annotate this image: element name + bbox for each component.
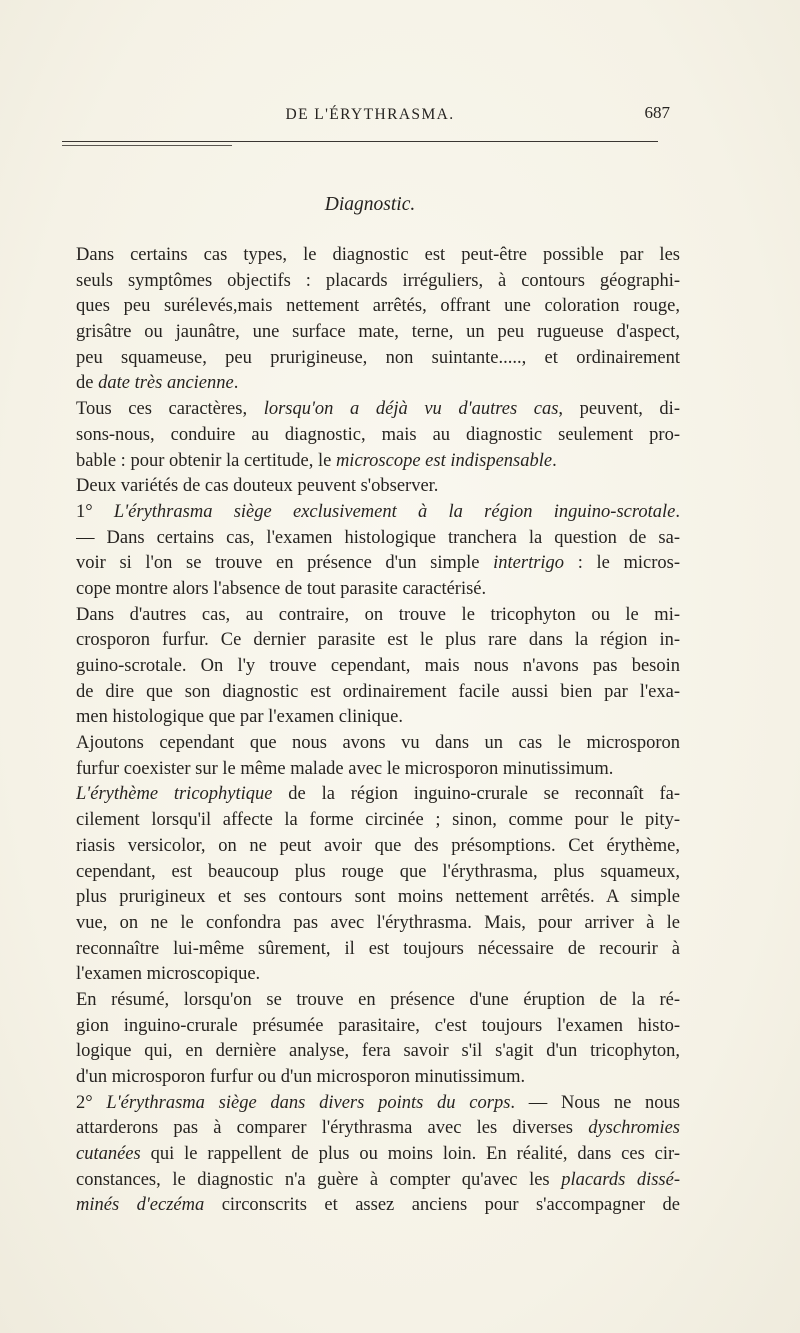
text-segment: 2°: [76, 1092, 107, 1113]
text-segment: : le micros-: [564, 553, 680, 574]
text-segment: .: [675, 501, 680, 522]
text-line: [76, 860, 680, 886]
italic-text: microscope est indispensable: [335, 450, 553, 471]
text-line: [76, 474, 680, 500]
text-segment: Tous ces caractères,: [76, 399, 264, 420]
page-number: 687: [644, 103, 670, 122]
text-segment: Dans d'autres cas, au contraire, on trouve le tricophyton ou le mi-: [76, 604, 680, 625]
italic-text: dyschromies: [588, 1118, 680, 1139]
text-segment: reconnaître lui-même sûrement, il est toujours nécessaire de recourir à: [76, 938, 680, 959]
text-line: [76, 911, 680, 937]
text-segment: de: [76, 373, 99, 394]
text-line: [76, 423, 680, 449]
text-segment: vue, on ne le confondra pas avec l'érythrasma. Mais, pour arriver à le: [76, 912, 680, 933]
text-line: [76, 320, 680, 346]
text-segment: grisâtre ou jaunâtre, une surface mate, terne, un peu rugueuse d'aspect,: [76, 322, 680, 343]
text-segment: gion inguino-crurale présumée parasitaire, c'est toujours l'examen histo-: [76, 1015, 680, 1036]
text-line: [76, 680, 680, 706]
text-segment: constances, le diagnostic n'a guère à compter qu'avec les: [76, 1169, 562, 1190]
italic-text: minés d'eczéma: [76, 1195, 205, 1216]
text-line: [76, 937, 680, 963]
text-line: [76, 449, 680, 475]
text-line: [76, 1142, 680, 1168]
text-segment: cependant, est beaucoup plus rouge que l'érythrasma, plus squameux,: [76, 861, 680, 882]
text-segment: peu squameuse, peu prurigineuse, non suintante....., et ordinairement: [76, 347, 680, 368]
text-line: [76, 500, 680, 526]
text-segment: crosporon furfur. Ce dernier parasite est le plus rare dans la région in-: [76, 630, 680, 651]
text-segment: cope montre alors l'absence de tout parasite caractérisé.: [76, 578, 487, 599]
text-line: [76, 1193, 680, 1219]
italic-text: L'érythrasma siège dans divers points du corps: [106, 1092, 511, 1113]
text-line: [76, 885, 680, 911]
text-segment: Ajoutons cependant que nous avons vu dans un cas le microsporon: [76, 733, 680, 754]
text-line: [76, 1039, 680, 1065]
text-segment: furfur coexister sur le même malade avec le microsporon minutissimum.: [76, 758, 614, 779]
text-segment: , peuvent, di-: [558, 399, 680, 420]
text-segment: cilement lorsqu'il affecte la forme circinée ; sinon, comme pour le pity-: [76, 810, 680, 831]
text-line: [76, 243, 680, 269]
italic-text: L'érythème tricophytique: [76, 784, 273, 805]
text-line: [76, 577, 680, 603]
body-text: [76, 243, 680, 1219]
text-line: [76, 371, 680, 397]
text-line: [76, 1091, 680, 1117]
text-segment: ques peu surélevés,mais nettement arrêtés, offrant une coloration rouge,: [76, 296, 680, 317]
text-line: [76, 808, 680, 834]
text-segment: guino-scrotale. On l'y trouve cependant, mais nous n'avons pas besoin: [76, 656, 680, 676]
text-segment: men histologique que par l'examen clinique.: [76, 707, 403, 728]
text-segment: riasis versicolor, on ne peut avoir que des présomptions. Cet érythème,: [76, 835, 680, 856]
italic-text: lorsqu'on a déjà vu d'autres cas: [263, 399, 559, 420]
italic-text: intertrigo: [493, 553, 565, 574]
page-header: [78, 102, 670, 132]
text-segment: plus prurigineux et ses contours sont moins nettement arrêtés. A simple: [76, 887, 680, 908]
text-segment: circonscrits et assez anciens pour s'accompagner de: [204, 1195, 680, 1216]
text-segment: sons-nous, conduire au diagnostic, mais au diagnostic seulement pro-: [76, 424, 680, 445]
text-segment: qui le rappellent de plus ou moins loin. En réalité, dans ces cir-: [140, 1144, 680, 1165]
text-segment: seuls symptômes objectifs : placards irréguliers, à contours géographi-: [76, 270, 680, 291]
text-line: [76, 1065, 680, 1091]
text-line: [76, 962, 680, 988]
text-line: [76, 628, 680, 654]
text-segment: .: [233, 373, 239, 394]
text-segment: l'examen microscopique.: [76, 964, 261, 985]
text-line: [76, 603, 680, 629]
text-segment: Dans certains cas types, le diagnostic est peut-être possible par les: [76, 245, 680, 265]
text-segment: de dire que son diagnostic est ordinairement facile aussi bien par l'exa-: [76, 681, 680, 702]
italic-text: cutanées: [76, 1144, 141, 1165]
text-line: [76, 269, 680, 295]
text-segment: En résumé, lorsqu'on se trouve en présence d'une éruption de la ré-: [76, 989, 680, 1010]
italic-text: placards dissé-: [561, 1169, 680, 1190]
text-segment: bable : pour obtenir la certitude, le: [76, 450, 336, 471]
text-segment: logique qui, en dernière analyse, fera savoir s'il s'agit d'un tricophyton,: [76, 1041, 680, 1062]
header-rule-secondary: [62, 145, 232, 146]
text-line: [76, 346, 680, 372]
text-line: [76, 757, 680, 783]
text-line: [76, 654, 680, 680]
section-title: Diagnostic.: [324, 194, 416, 215]
text-segment: attarderons pas à comparer l'érythrasma avec les diverses: [76, 1118, 589, 1139]
text-line: [76, 834, 680, 860]
text-line: [76, 294, 680, 320]
running-title: DE L'ÉRYTHRASMA.: [285, 106, 455, 123]
text-segment: de la région inguino-crurale se reconnaît fa-: [272, 784, 680, 805]
text-segment: 1°: [76, 501, 114, 522]
text-segment: — Dans certains cas, l'examen histologique tranchera la question de sa-: [76, 527, 680, 548]
text-line: [76, 551, 680, 577]
text-segment: . — Nous ne nous: [510, 1092, 680, 1113]
text-line: [76, 705, 680, 731]
text-line: [76, 731, 680, 757]
text-line: [76, 397, 680, 423]
text-line: [76, 782, 680, 808]
text-line: [76, 988, 680, 1014]
text-segment: .: [552, 450, 557, 471]
italic-text: date très ancienne: [98, 373, 234, 394]
text-line: [76, 526, 680, 552]
text-line: [76, 1014, 680, 1040]
text-segment: Deux variétés de cas douteux peuvent s'observer.: [76, 476, 439, 497]
header-rule: [62, 141, 658, 142]
text-segment: voir si l'on se trouve en présence d'un simple: [76, 553, 494, 574]
text-line: [76, 1168, 680, 1194]
text-line: [76, 1116, 680, 1142]
italic-text: L'érythrasma siège exclusivement à la région inguino-scrotale: [113, 501, 676, 522]
text-segment: d'un microsporon furfur ou d'un microsporon minutissimum.: [76, 1067, 526, 1087]
